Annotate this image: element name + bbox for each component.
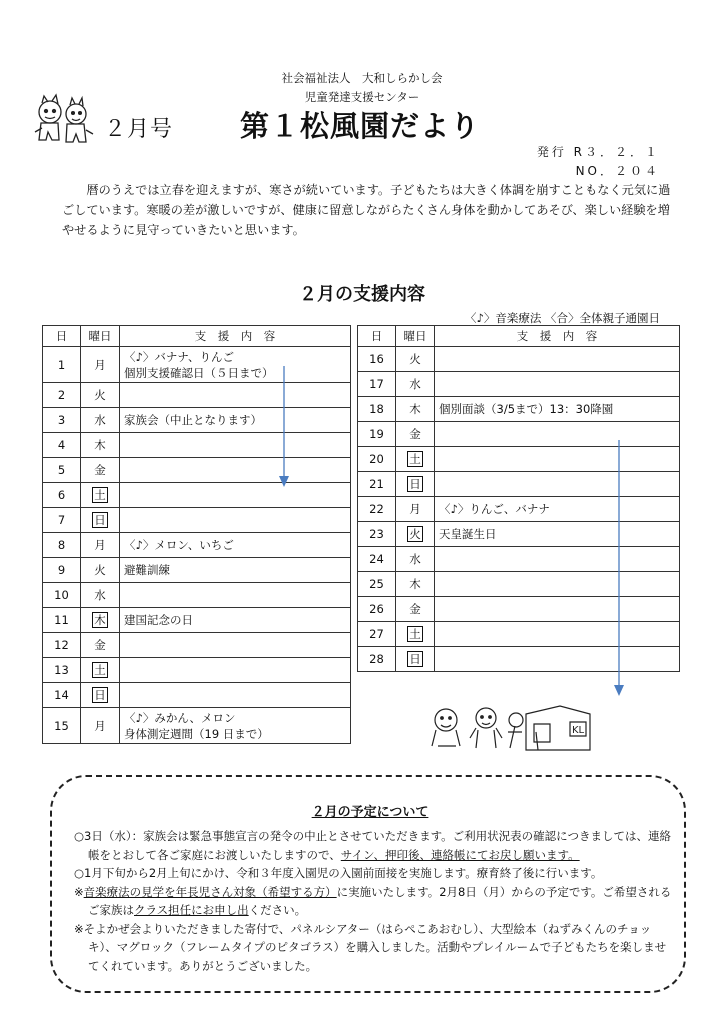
org-center: 児童発達支援センター [304, 90, 420, 104]
schedule-title: ２月の支援内容 [299, 284, 425, 305]
weekday-cell [81, 508, 120, 533]
weekday-cell [396, 597, 435, 622]
table-row [358, 497, 680, 522]
weekday-cell [396, 522, 435, 547]
weekday-cell [81, 633, 120, 658]
content-cell [435, 622, 680, 647]
day-cell: 18 [358, 397, 396, 422]
content-cell [435, 447, 680, 472]
content-cell [435, 422, 680, 447]
weekday-label: 土 [409, 627, 421, 641]
table-row [358, 522, 680, 547]
table-row [43, 658, 351, 683]
table-row [43, 433, 351, 458]
content-cell [120, 433, 351, 458]
table-row [358, 572, 680, 597]
weekday-cell [81, 708, 120, 744]
table-row [43, 583, 351, 608]
table-header-row [43, 326, 351, 347]
day-cell: 1 [43, 347, 81, 383]
content-cell [120, 708, 351, 744]
content-line: 〈♪〉りんご、バナナ [439, 502, 550, 516]
children-house-illustration-icon [430, 702, 610, 752]
weekday-cell [396, 647, 435, 672]
weekday-header: 曜日 [81, 326, 120, 347]
content-cell [120, 583, 351, 608]
day-cell: 13 [43, 658, 81, 683]
content-cell [120, 383, 351, 408]
table-row [358, 622, 680, 647]
weekday-cell [81, 533, 120, 558]
table-row [43, 408, 351, 433]
content-cell [120, 347, 351, 383]
weekday-cell [396, 397, 435, 422]
weekday-label: 火 [409, 527, 421, 541]
weekday-label: 木 [94, 438, 106, 452]
weekday-label: 木 [409, 402, 421, 416]
publish-date: 発行 R３．２．１ [536, 145, 660, 159]
weekday-cell [81, 408, 120, 433]
content-line: 建国記念の日 [124, 613, 193, 627]
weekday-cell [81, 347, 120, 383]
weekday-cell [81, 583, 120, 608]
content-line: 個別面談（3/5まで）13：30降園 [439, 402, 614, 416]
weekday-label: 土 [409, 452, 421, 466]
weekday-cell [396, 472, 435, 497]
table-row [43, 508, 351, 533]
table-row [358, 372, 680, 397]
weekday-cell [81, 383, 120, 408]
down-arrow-icon [613, 440, 625, 697]
table-row [43, 347, 351, 383]
weekday-cell [396, 447, 435, 472]
weekday-label: 月 [409, 502, 421, 516]
schedule-table-left [42, 325, 351, 744]
weekday-label: 日 [409, 477, 421, 491]
weekday-label: 木 [94, 613, 106, 627]
day-cell: 16 [358, 347, 396, 372]
day-cell: 7 [43, 508, 81, 533]
content-line: 家族会（中止となります） [124, 413, 262, 427]
weekday-cell [81, 683, 120, 708]
newsletter-title: 第１松風園だより [240, 109, 481, 143]
content-cell [435, 647, 680, 672]
content-cell [435, 497, 680, 522]
table-row [358, 647, 680, 672]
day-cell: 17 [358, 372, 396, 397]
day-cell: 21 [358, 472, 396, 497]
content-cell [435, 572, 680, 597]
table-row [43, 458, 351, 483]
day-cell: 28 [358, 647, 396, 672]
weekday-label: 日 [94, 688, 106, 702]
weekday-label: 金 [94, 463, 106, 477]
day-cell: 27 [358, 622, 396, 647]
day-cell: 12 [43, 633, 81, 658]
table-row [43, 683, 351, 708]
intro-text: 暦のうえでは立春を迎えますが、寒さが続いています。子どもたちは大きく体調を崩すこともなく元気に過ごしています。寒暖の差が激しいですが、健康に留意しながらたくさん身体を動かしてあそび、楽しい経験を増やせるように見守っていきたいと思います。 [62, 183, 671, 237]
weekday-label: 土 [94, 488, 106, 502]
day-cell: 6 [43, 483, 81, 508]
weekday-cell [396, 372, 435, 397]
down-arrow-icon [278, 366, 290, 488]
table-row [358, 397, 680, 422]
day-cell: 10 [43, 583, 81, 608]
notice-item-family-meeting: ○3日（水）：家族会は緊急事態宣言の発令の中止とさせていただきます。ご利用状況表の確認につきましては、連絡帳をとおして各ご家庭にお渡しいたしますので、サイン、押印後、連絡帳にてお戻し願います。 [74, 829, 671, 862]
weekday-label: 金 [409, 602, 421, 616]
weekday-label: 水 [94, 588, 106, 602]
content-line: 身体測定週間（19 日まで） [124, 726, 269, 741]
weekday-label: 日 [409, 652, 421, 666]
content-cell [435, 522, 680, 547]
table-row [43, 558, 351, 583]
weekday-cell [396, 347, 435, 372]
content-cell [120, 483, 351, 508]
weekday-cell [396, 572, 435, 597]
weekday-label: 水 [409, 552, 421, 566]
weekday-label: 火 [94, 563, 106, 577]
table-row [358, 472, 680, 497]
table-row [358, 547, 680, 572]
content-header: 支 援 内 容 [120, 326, 351, 347]
weekday-cell [396, 422, 435, 447]
day-cell: 24 [358, 547, 396, 572]
weekday-label: 月 [94, 538, 106, 552]
content-cell [120, 658, 351, 683]
weekday-label: 火 [409, 352, 421, 366]
day-cell: 20 [358, 447, 396, 472]
weekday-label: 水 [409, 377, 421, 391]
weekday-label: 金 [409, 427, 421, 441]
notice-item-donation: ※そよかぜ会よりいただきました寄付で、パネルシアター（はらぺこあおむし）、大型絵本（ねずみくんのチョッキ）、マグロック（フレームタイプのピタゴラス）を購入しました。活動やプレイルームで子どもたちを楽しませてくれています。ありがとうございました。 [74, 921, 667, 973]
content-cell [435, 597, 680, 622]
weekday-label: 木 [409, 577, 421, 591]
day-cell: 11 [43, 608, 81, 633]
day-cell: 26 [358, 597, 396, 622]
weekday-cell [81, 658, 120, 683]
content-header: 支 援 内 容 [435, 326, 680, 347]
day-cell: 5 [43, 458, 81, 483]
org-name: 社会福祉法人 大和しらかし会 [281, 71, 443, 85]
table-row [358, 447, 680, 472]
day-cell: 9 [43, 558, 81, 583]
content-line: 個別支援確認日（５日まで） [124, 365, 274, 380]
notice-title: ２月の予定について [311, 805, 429, 820]
content-cell [120, 683, 351, 708]
notice-item-music-therapy: ※音楽療法の見学を年長児さん対象（希望する方）に実施いたします。2月8日（月）からの予定です。ご希望されるご家族はクラス担任にお申し出ください。 [74, 884, 672, 917]
issue-label: ２月号 [104, 117, 174, 142]
table-row [43, 708, 351, 744]
content-line: 避難訓練 [124, 563, 170, 577]
day-cell: 23 [358, 522, 396, 547]
content-cell [120, 558, 351, 583]
weekday-cell [396, 497, 435, 522]
notice-item-interview: ○1月下旬から2月上旬にかけ、令和３年度入園児の入園前面接を実施します。療育終了後に行います。 [74, 866, 603, 880]
content-line: 〈♪〉バナナ、りんご [124, 349, 235, 364]
weekday-cell [81, 433, 120, 458]
day-cell: 4 [43, 433, 81, 458]
table-row [43, 533, 351, 558]
day-cell: 14 [43, 683, 81, 708]
oni-illustration-icon [30, 92, 96, 156]
notice-body [74, 827, 674, 975]
table-row [358, 597, 680, 622]
content-line: 天皇誕生日 [439, 527, 497, 541]
schedule-table-right [357, 325, 680, 672]
weekday-label: 土 [94, 663, 106, 677]
weekday-label: 金 [94, 638, 106, 652]
table-row [358, 347, 680, 372]
weekday-label: 水 [94, 413, 106, 427]
day-cell: 2 [43, 383, 81, 408]
content-cell [435, 372, 680, 397]
weekday-cell [396, 547, 435, 572]
day-cell: 3 [43, 408, 81, 433]
content-line: 〈♪〉メロン、いちご [124, 538, 234, 552]
notice-box [50, 775, 686, 993]
table-header-row [358, 326, 680, 347]
schedule-legend: 〈♪〉音楽療法 〈合〉全体親子通園日 [465, 311, 660, 325]
weekday-cell [81, 483, 120, 508]
day-cell: 19 [358, 422, 396, 447]
weekday-label: 月 [94, 718, 106, 733]
weekday-cell [396, 622, 435, 647]
weekday-label: 月 [94, 357, 106, 372]
day-header: 日 [43, 326, 81, 347]
weekday-header: 曜日 [396, 326, 435, 347]
weekday-label: 日 [94, 513, 106, 527]
content-cell [120, 533, 351, 558]
day-cell: 15 [43, 708, 81, 744]
content-cell [120, 508, 351, 533]
table-row [43, 608, 351, 633]
content-cell [120, 633, 351, 658]
content-cell [435, 472, 680, 497]
content-cell [120, 408, 351, 433]
weekday-label: 火 [94, 388, 106, 402]
weekday-cell [81, 608, 120, 633]
content-cell [120, 458, 351, 483]
table-row [43, 633, 351, 658]
content-cell [435, 547, 680, 572]
intro-paragraph [62, 180, 682, 240]
weekday-cell [81, 558, 120, 583]
content-cell [120, 608, 351, 633]
svg-text:KL: KL [572, 725, 585, 736]
table-row [358, 422, 680, 447]
table-row [43, 483, 351, 508]
day-cell: 22 [358, 497, 396, 522]
content-cell [435, 347, 680, 372]
content-cell [435, 397, 680, 422]
table-row [43, 383, 351, 408]
weekday-cell [81, 458, 120, 483]
day-header: 日 [358, 326, 396, 347]
content-line: 〈♪〉みかん、メロン [124, 710, 236, 725]
issue-number: NO．２０４ [575, 164, 660, 178]
day-cell: 8 [43, 533, 81, 558]
day-cell: 25 [358, 572, 396, 597]
